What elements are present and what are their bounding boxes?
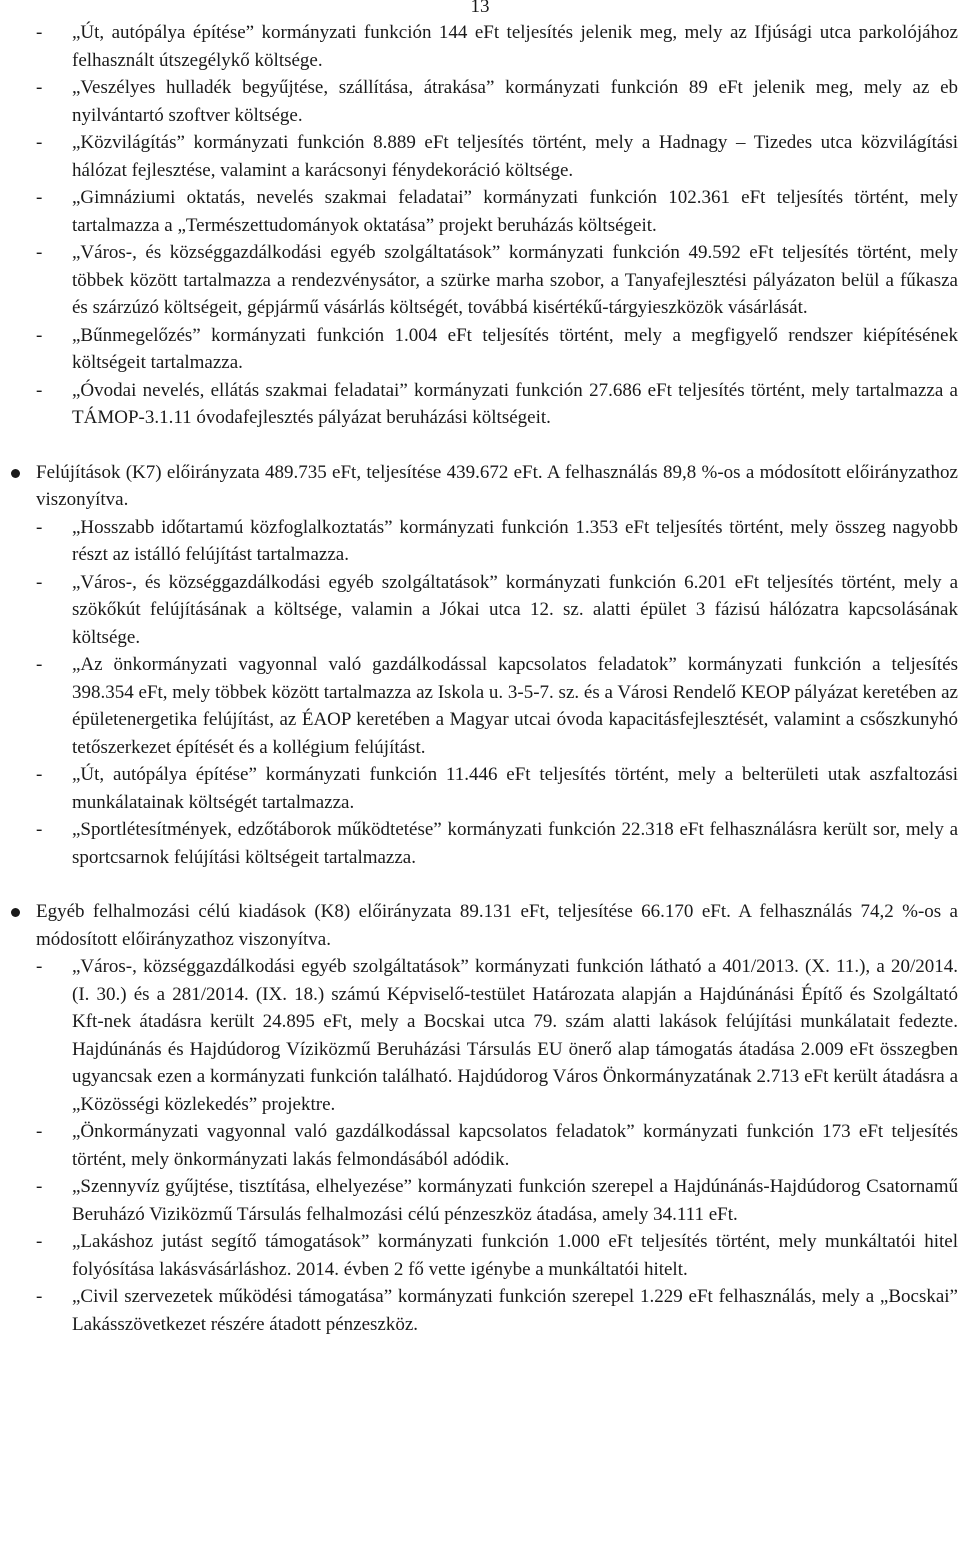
dash-marker: -	[36, 187, 43, 208]
dash-marker: -	[36, 1286, 43, 1307]
dash-marker: -	[36, 132, 43, 153]
dash-list-item	[36, 569, 958, 652]
dash-list-item	[36, 953, 958, 1118]
item-text: „Gimnáziumi oktatás, nevelés szakmai feladatai” kormányzati funkción 102.361 eFt teljesítés történt, mely tartalmazza a „Természettudományok oktatása” projekt beruházás költségeit.	[72, 187, 958, 236]
item-text: „Önkormányzati vagyonnal való gazdálkodással kapcsolatos feladatok” kormányzati funkción 173 eFt teljesítés történt, mely önkormányzati lakás felmondásából adódik.	[72, 1121, 958, 1170]
dash-marker: -	[36, 324, 43, 346]
item-text: „Város-, községgazdálkodási egyéb szolgáltatások” kormányzati funkción látható a 401/2013. (X. 11.), a 20/2014. (I. 30.) és a 281/2014. (IX. 18.) számú Képviselő-testület Határozata alapján a Hajdúnánási Építő és Szolgáltató Kft-nek átadásra került 24.895 eFt, mely a Bocskai utca 79. szám alatti lakások felújítási munkálatait fedezte. Hajdúnánás és Hajdúdorog Víziközmű Beruházási Társulás EU önerő alap támogatás átadása 2.009 eFt összegben ugyancsak ezen a kormányzati funkción található. Hajdúdorog Város Önkormányzatának 2.713 eFt került átadásra a „Közösségi közlekedés” projektre.	[72, 956, 958, 1115]
dash-marker: -	[36, 1121, 43, 1142]
dash-list-item	[36, 761, 958, 816]
dash-list-item	[36, 239, 958, 322]
item-text: Egyéb felhalmozási célú kiadások (K8) előirányzata 89.131 eFt, teljesítése 66.170 eFt. A felhasználás 74,2 %-os a módosított előirányzathoz viszonyítva.	[36, 901, 958, 950]
item-text: „Az önkormányzati vagyonnal való gazdálkodással kapcsolatos feladatok” kormányzati funkción a teljesítés 398.354 eFt, mely többek között tartalmazza az Iskola u. 3-5-7. sz. és a Városi Rendelő KEOP pályázat keretében az épületenergetika felújítást, az ÉAOP keretében a Magyar utcai óvoda kapacitásfejlesztését, valamint a csőszkunyhó tetőszerkezet építését és a kollégium felújítást.	[72, 654, 958, 758]
item-text: „Út, autópálya építése” kormányzati funkción 11.446 eFt teljesítés történt, mely a belterületi utak aszfaltozási munkálatainak költségét tartalmazza.	[72, 764, 958, 813]
item-text: „Sportlétesítmények, edzőtáborok működtetése” kormányzati funkción 22.318 eFt felhasználásra került sor, mely a sportcsarnok felújítási költségeit tartalmazza.	[72, 819, 958, 868]
item-text: „Civil szervezetek működési támogatása” kormányzati funkción szerepel 1.229 eFt felhasználás, mely a „Bocskai” Lakásszövetkezet részére átadott pénzeszköz.	[72, 1286, 958, 1335]
dash-marker: -	[36, 242, 43, 263]
dash-marker: -	[36, 1231, 43, 1252]
item-text: Felújítások (K7) előirányzata 489.735 eFt, teljesítése 439.672 eFt. A felhasználás 89,8 %-os a módosított előirányzathoz viszonyítva.	[36, 461, 958, 510]
item-text: „Város-, és községgazdálkodási egyéb szolgáltatások” kormányzati funkción 6.201 eFt teljesítés történt, mely a szökőkút felújításának a költsége, valamin a Jókai utca 12. sz. alatti épület 3 fázisú hálózatra kapcsolásának költsége.	[72, 571, 958, 648]
dash-list-item	[36, 377, 958, 432]
item-text: „Közvilágítás” kormányzati funkción 8.889 eFt teljesítés történt, mely a Hadnagy – Tizedes utca közvilágítási hálózat fejlesztése, valamint a karácsonyi fénydekoráció költsége.	[72, 132, 958, 181]
dash-marker: -	[36, 654, 43, 675]
bullet-paragraph	[36, 898, 958, 953]
dash-marker: -	[36, 764, 43, 785]
bullet-icon	[11, 908, 20, 917]
dash-marker: -	[36, 819, 43, 840]
document-body	[36, 19, 958, 1338]
dash-list-item	[36, 129, 958, 184]
item-text: „Város-, és községgazdálkodási egyéb szolgáltatások” kormányzati funkción 49.592 eFt teljesítés történt, mely többek között tartalmazza a rendezvénysátor, a szürke marha szobor, a Tanyafejlesztési pályázaton belül a fűkasza és szárzúzó költségeit, gépjármű vásárlás költségét, továbbá kisértékű-tárgyieszközök vásárlását.	[72, 242, 958, 318]
dash-marker: -	[36, 956, 43, 977]
item-text: „Hosszabb időtartamú közfoglalkoztatás” kormányzati funkción 1.353 eFt teljesítés történt, mely összeg nagyobb részt az istálló felújítást tartalmazza.	[72, 516, 958, 565]
dash-list-item	[36, 1283, 958, 1338]
dash-list-item	[36, 514, 958, 569]
dash-list-item	[36, 816, 958, 871]
dash-marker: -	[36, 22, 43, 43]
dash-list-item	[36, 651, 958, 761]
item-text: „Lakáshoz jutást segítő támogatások” kormányzati funkción 1.000 eFt teljesítés történt, mely munkáltatói hitel folyósítása lakásvásárláshoz. 2014. évben 2 fő vette igénybe a munkáltatói hitelt.	[72, 1231, 958, 1280]
dash-list-item	[36, 1173, 958, 1228]
item-text: „Veszélyes hulladék begyűjtése, szállítása, átrakása” kormányzati funkción 89 eFt jelenik meg, mely az eb nyilvántartó szoftver költsége.	[72, 77, 958, 126]
dash-marker: -	[36, 77, 43, 98]
dash-marker: -	[36, 571, 43, 593]
dash-marker: -	[36, 516, 43, 538]
dash-list-item	[36, 74, 958, 129]
dash-list-item	[36, 1228, 958, 1283]
page-number: 13	[470, 0, 490, 17]
dash-marker: -	[36, 379, 43, 401]
item-text: „Szennyvíz gyűjtése, tisztítása, elhelyezése” kormányzati funkción szerepel a Hajdúnánás-Hajdúdorog Csatornamű Beruházó Viziközmű Társulás felhalmozási célú pénzeszköz átadása, amely 34.111 eFt.	[72, 1176, 958, 1225]
bullet-paragraph	[36, 459, 958, 514]
item-text: „Út, autópálya építése” kormányzati funkción 144 eFt teljesítés jelenik meg, mely az Ifjúsági utca parkolójához felhasznált útszegélykő költsége.	[72, 22, 958, 71]
item-text: „Bűnmegelőzés” kormányzati funkción 1.004 eFt teljesítés történt, mely a megfigyelő rendszer kiépítésének költségeit tartalmazza.	[72, 324, 958, 373]
dash-list-item	[36, 322, 958, 377]
dash-marker: -	[36, 1176, 43, 1197]
dash-list-item	[36, 19, 958, 74]
dash-list-item	[36, 1118, 958, 1173]
dash-list-item	[36, 184, 958, 239]
item-text: „Óvodai nevelés, ellátás szakmai feladatai” kormányzati funkción 27.686 eFt teljesítés történt, mely tartalmazza a TÁMOP-3.1.11 óvodafejlesztés pályázat beruházási költségeit.	[72, 379, 958, 428]
bullet-icon	[11, 469, 20, 478]
